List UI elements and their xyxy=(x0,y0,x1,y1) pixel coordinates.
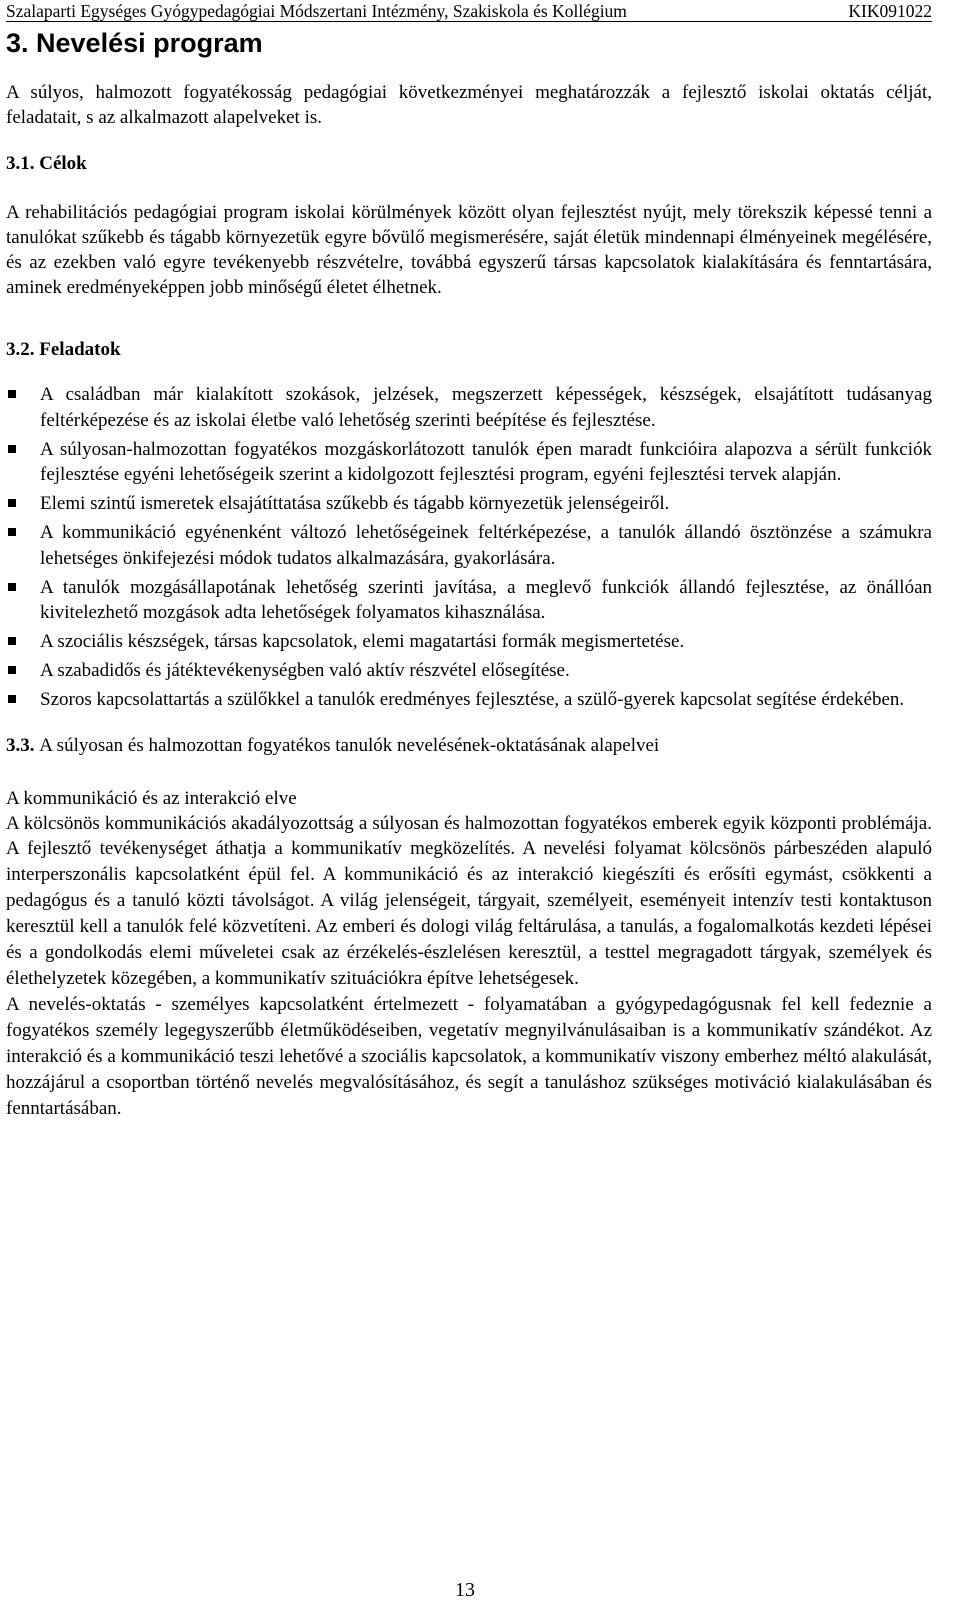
principle-subheading: A kommunikáció és az interakció elve xyxy=(6,787,297,809)
square-bullet-icon xyxy=(8,583,16,591)
list-item xyxy=(6,520,932,572)
list-item-text: A kommunikáció egyénenként változó lehetőségeinek feltérképezése, a tanulók állandó ösztönzése a számukra lehetséges önkifejezési módok tudatos alkalmazására, gyakorlására. xyxy=(40,521,932,569)
square-bullet-icon xyxy=(8,666,16,674)
principle-paragraph-1: A kölcsönös kommunikációs akadályozottság a súlyosan és halmozottan fogyatékos emberek egyik központi problémája. A fejlesztő tevékenységet áthatja a kommunikatív megközelítés. A nevelési folyamat kölcsönös párbeszéden alapuló interperszonális kapcsolatként épül fel. A kommunikáció és az interakció kiegészíti és erősíti egymást, csökkenti a pedagógus és a tanuló közti távolságot. A világ jelenségeit, tárgyait, személyeit, eseményeit intenzív testi kontaktuson keresztül kell a tanulók felé közvetíteni. Az emberi és dologi világ feltárulása, a tanulás, a fogalomalkotás kezdeti lépései és a gondolkodás elemi műveletei csak az érzékelés-észlelésen keresztül, a testtel megragadott tárgyak, személyek és élethelyzetek közegében, a kommunikatív szituációkra építve lehetségesek. xyxy=(6,812,932,989)
list-item-text: Elemi szintű ismeretek elsajátíttatása szűkebb és tágabb környezetük jelenségeiről. xyxy=(40,493,670,515)
square-bullet-icon xyxy=(8,637,16,645)
principle-body xyxy=(6,811,932,1122)
principle-paragraph-2: A nevelés-oktatás - személyes kapcsolatként értelmezett - folyamatában a gyógypedagógusnak fel kell fedeznie a fogyatékos személy legegyszerűbb életműködéseiben, vegetatív megnyilvánulásaiban is a kommunikatív szándékot. Az interakció és a kommunikáció teszi lehetővé a szociális kapcsolatok, a kommunikatív viszony emberhez méltó alakulását, hozzájárul a csoportban történő nevelés megvalósításához, és segít a tanuláshoz szükséges motiváció kialakulásában és fenntartásában. xyxy=(6,993,932,1119)
square-bullet-icon xyxy=(8,499,16,507)
list-item-text: A szabadidős és játéktevékenységben való aktív részvétel elősegítése. xyxy=(40,659,570,681)
running-header xyxy=(6,0,932,22)
section-principles-heading xyxy=(6,733,932,758)
square-bullet-icon xyxy=(8,695,16,703)
header-institution: Szalaparti Egységes Gyógypedagógiai Módszertani Intézmény, Szakiskola és Kollégium xyxy=(6,1,627,21)
task-list xyxy=(6,382,932,713)
list-item-text: Szoros kapcsolattartás a szülőkkel a tanulók eredményes fejlesztése, a szülő-gyerek kapcsolat segítése érdekében. xyxy=(40,688,905,710)
intro-paragraph: A súlyos, halmozott fogyatékosság pedagógiai következményei meghatározzák a fejlesztő iskolai oktatás célját, feladatait, s az alkalmazott alapelveket is. xyxy=(6,82,932,128)
section-principles-title: A súlyosan és halmozottan fogyatékos tanulók nevelésének-oktatásának alapelvei xyxy=(39,734,660,756)
list-item-text: A tanulók mozgásállapotának lehetőség szerinti javítása, a meglevő funkciók állandó fejlesztése, az önállóan kivitelezhető mozgások adta lehetőségek folyamatos kihasználása. xyxy=(40,576,932,624)
page-number: 13 xyxy=(455,1579,475,1601)
square-bullet-icon xyxy=(8,390,16,398)
section-goals-heading: 3.1. Célok xyxy=(6,153,87,174)
list-item xyxy=(6,491,932,517)
list-item xyxy=(6,658,932,684)
list-item-text: A családban már kialakított szokások, jelzések, megszerzett képességek, készségek, elsajátított tudásanyag feltérképezése és az iskolai életbe való lehetőség szerinti beépítése és fejlesztése. xyxy=(40,384,932,431)
chapter-title: 3. Nevelési program xyxy=(6,28,263,58)
list-item-text: A szociális készségek, társas kapcsolatok, elemi magatartási formák megismertetése. xyxy=(40,631,685,653)
square-bullet-icon xyxy=(8,528,16,536)
header-code: KIK091022 xyxy=(848,1,932,21)
section-goals-text: A rehabilitációs pedagógiai program iskolai körülmények között olyan fejlesztést nyújt, mely törekszik képessé tenni a tanulókat szűkebb és tágabb környezetük egyre bővülő megismerésére, saját életük mindennapi élményeinek megélésére, és az ezekben való egyre tevékenyebb részvételre, továbbá egyszerű társas kapcsolatok kialakítására és fenntartására, aminek eredményeképpen jobb minőségű életet élhetnek. xyxy=(6,202,932,298)
list-item xyxy=(6,437,932,489)
list-item xyxy=(6,687,932,713)
section-principles-number: 3.3. xyxy=(6,734,35,756)
list-item xyxy=(6,382,932,434)
square-bullet-icon xyxy=(8,445,16,453)
list-item xyxy=(6,575,932,627)
list-item xyxy=(6,629,932,655)
section-tasks-heading: 3.2. Feladatok xyxy=(6,339,121,360)
list-item-text: A súlyosan-halmozottan fogyatékos mozgáskorlátozott tanulók épen maradt funkcióira alapozva a sérült funkciók fejlesztése egyéni lehetőségeik szerint a kidolgozott fejlesztési program, egyéni fejlesztési tervek alapján. xyxy=(40,438,932,486)
